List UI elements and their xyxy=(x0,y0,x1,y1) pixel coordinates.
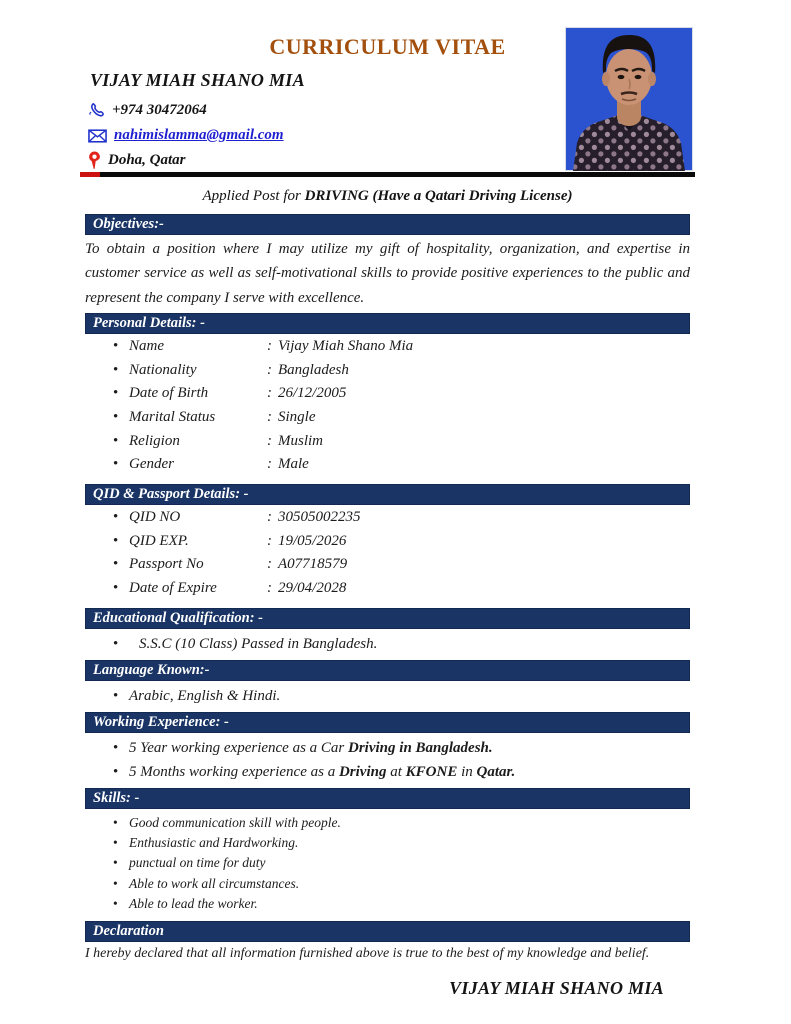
header-divider xyxy=(80,172,695,177)
detail-row-marital-status xyxy=(113,409,690,433)
declaration-text: I hereby declared that all information furnished above is true to the best of my knowledge and belief. xyxy=(85,946,650,962)
detail-colon: : xyxy=(267,361,272,378)
bullet-marker xyxy=(113,853,129,873)
detail-label: Religion xyxy=(129,432,180,449)
detail-label: Marital Status xyxy=(129,408,216,425)
experience-text: 5 Months working experience as a Driving at KFONE in Qatar. xyxy=(129,763,516,780)
detail-row-nationality xyxy=(113,362,690,386)
applied-post-prefix: Applied Post for xyxy=(202,188,305,204)
detail-label: Nationality xyxy=(129,361,197,378)
skill-text: Enthusiastic and Hardworking. xyxy=(129,835,299,851)
language-item xyxy=(113,684,690,708)
detail-value: 29/04/2028 xyxy=(278,580,347,597)
applied-post-line xyxy=(85,188,690,205)
experience-text: 5 Year working experience as a Car Driving in Bangladesh. xyxy=(129,739,493,756)
header-divider-red-accent xyxy=(80,172,100,177)
bullet-marker xyxy=(113,456,129,473)
phone-number: +974 30472064 xyxy=(112,102,207,118)
bullet-marker xyxy=(113,338,129,355)
bullet-marker xyxy=(113,736,129,760)
section-header-education: Educational Qualification: - xyxy=(85,608,690,629)
skill-text: Able to lead the worker. xyxy=(129,895,258,911)
bullet-marker xyxy=(113,894,129,914)
bullet-marker xyxy=(113,385,129,402)
detail-label: Passport No xyxy=(129,556,204,573)
skill-item xyxy=(113,813,690,833)
cv-body xyxy=(85,184,690,999)
skill-text: punctual on time for duty xyxy=(129,855,266,871)
email-row xyxy=(88,127,284,144)
detail-label: QID EXP. xyxy=(129,532,189,549)
email-link[interactable]: nahimislamma@gmail.com xyxy=(114,127,284,143)
education-text: S.S.C (10 Class) Passed in Bangladesh. xyxy=(139,635,378,652)
section-header-qid-passport: QID & Passport Details: - xyxy=(85,484,690,505)
detail-row-qid-exp xyxy=(113,533,690,557)
phone-row xyxy=(88,102,207,119)
experience-item xyxy=(113,736,690,760)
education-item xyxy=(113,632,690,656)
experience-item xyxy=(113,760,690,784)
skill-item xyxy=(113,894,690,914)
detail-colon: : xyxy=(267,532,272,549)
applied-post-role: DRIVING (Have a Qatari Driving License) xyxy=(304,188,573,204)
detail-colon: : xyxy=(267,337,272,354)
bullet-marker xyxy=(113,760,129,784)
detail-row-date-of-birth xyxy=(113,385,690,409)
personal-details-list xyxy=(85,338,690,480)
detail-row-passport-no xyxy=(113,556,690,580)
detail-colon: : xyxy=(267,509,272,526)
detail-row-gender xyxy=(113,456,690,480)
detail-label: Name xyxy=(129,337,164,354)
bullet-marker xyxy=(113,684,129,708)
bullet-marker xyxy=(113,632,129,656)
detail-colon: : xyxy=(267,408,272,425)
signature-name: VIJAY MIAH SHANO MIA xyxy=(449,978,664,999)
skill-item xyxy=(113,853,690,873)
qid-passport-list xyxy=(85,509,690,604)
bullet-marker xyxy=(113,362,129,379)
skills-list xyxy=(85,813,690,914)
detail-colon: : xyxy=(267,580,272,597)
education-list xyxy=(85,632,690,656)
section-header-experience: Working Experience: - xyxy=(85,712,690,733)
bullet-marker xyxy=(113,874,129,894)
detail-value: 30505002235 xyxy=(278,509,361,526)
detail-colon: : xyxy=(267,456,272,473)
detail-value: Single xyxy=(278,408,316,425)
skill-item xyxy=(113,874,690,894)
applicant-photo xyxy=(565,27,693,171)
detail-row-name xyxy=(113,338,690,362)
detail-colon: : xyxy=(267,432,272,449)
detail-value: Vijay Miah Shano Mia xyxy=(278,337,414,354)
skill-text: Good communication skill with people. xyxy=(129,814,341,830)
language-list xyxy=(85,684,690,708)
bullet-marker xyxy=(113,833,129,853)
detail-value: Bangladesh xyxy=(278,361,349,378)
page-title: CURRICULUM VITAE xyxy=(269,34,506,59)
detail-label: Gender xyxy=(129,456,174,473)
detail-value: Muslim xyxy=(278,432,323,449)
detail-value: A07718579 xyxy=(278,556,348,573)
detail-row-qid-no xyxy=(113,509,690,533)
bullet-marker xyxy=(113,533,129,550)
detail-row-date-of-expire xyxy=(113,580,690,604)
location-row xyxy=(88,151,186,169)
bullet-marker xyxy=(113,409,129,426)
detail-colon: : xyxy=(267,556,272,573)
detail-value: Male xyxy=(278,456,309,473)
detail-row-religion xyxy=(113,433,690,457)
section-header-skills: Skills: - xyxy=(85,788,690,809)
skill-text: Able to work all circumstances. xyxy=(129,875,300,891)
bullet-marker xyxy=(113,813,129,833)
location-text: Doha, Qatar xyxy=(108,151,186,168)
bullet-marker xyxy=(113,556,129,573)
location-pin-icon xyxy=(88,151,101,169)
section-header-declaration: Declaration xyxy=(85,921,690,942)
section-header-objectives: Objectives:- xyxy=(85,214,690,235)
language-text: Arabic, English & Hindi. xyxy=(129,687,281,704)
detail-label: QID NO xyxy=(129,509,181,526)
bullet-marker xyxy=(113,509,129,526)
bullet-marker xyxy=(113,580,129,597)
skill-item xyxy=(113,833,690,853)
detail-colon: : xyxy=(267,385,272,402)
detail-label: Date of Expire xyxy=(129,580,217,597)
detail-value: 26/12/2005 xyxy=(278,385,347,402)
phone-icon xyxy=(88,102,105,119)
experience-list xyxy=(85,736,690,784)
detail-value: 19/05/2026 xyxy=(278,532,347,549)
bullet-marker xyxy=(113,433,129,450)
section-header-language: Language Known:- xyxy=(85,660,690,681)
detail-label: Date of Birth xyxy=(129,385,209,402)
email-icon xyxy=(88,129,107,143)
objectives-text: To obtain a position where I may utilize my gift of hospitality, organization, and expertise in customer service as well as self-motivational skills to provide positive experiences to the public and represent the company I serve with excellence. xyxy=(85,241,690,306)
applicant-name: VIJAY MIAH SHANO MIA xyxy=(90,70,305,90)
section-header-personal-details: Personal Details: - xyxy=(85,313,690,334)
